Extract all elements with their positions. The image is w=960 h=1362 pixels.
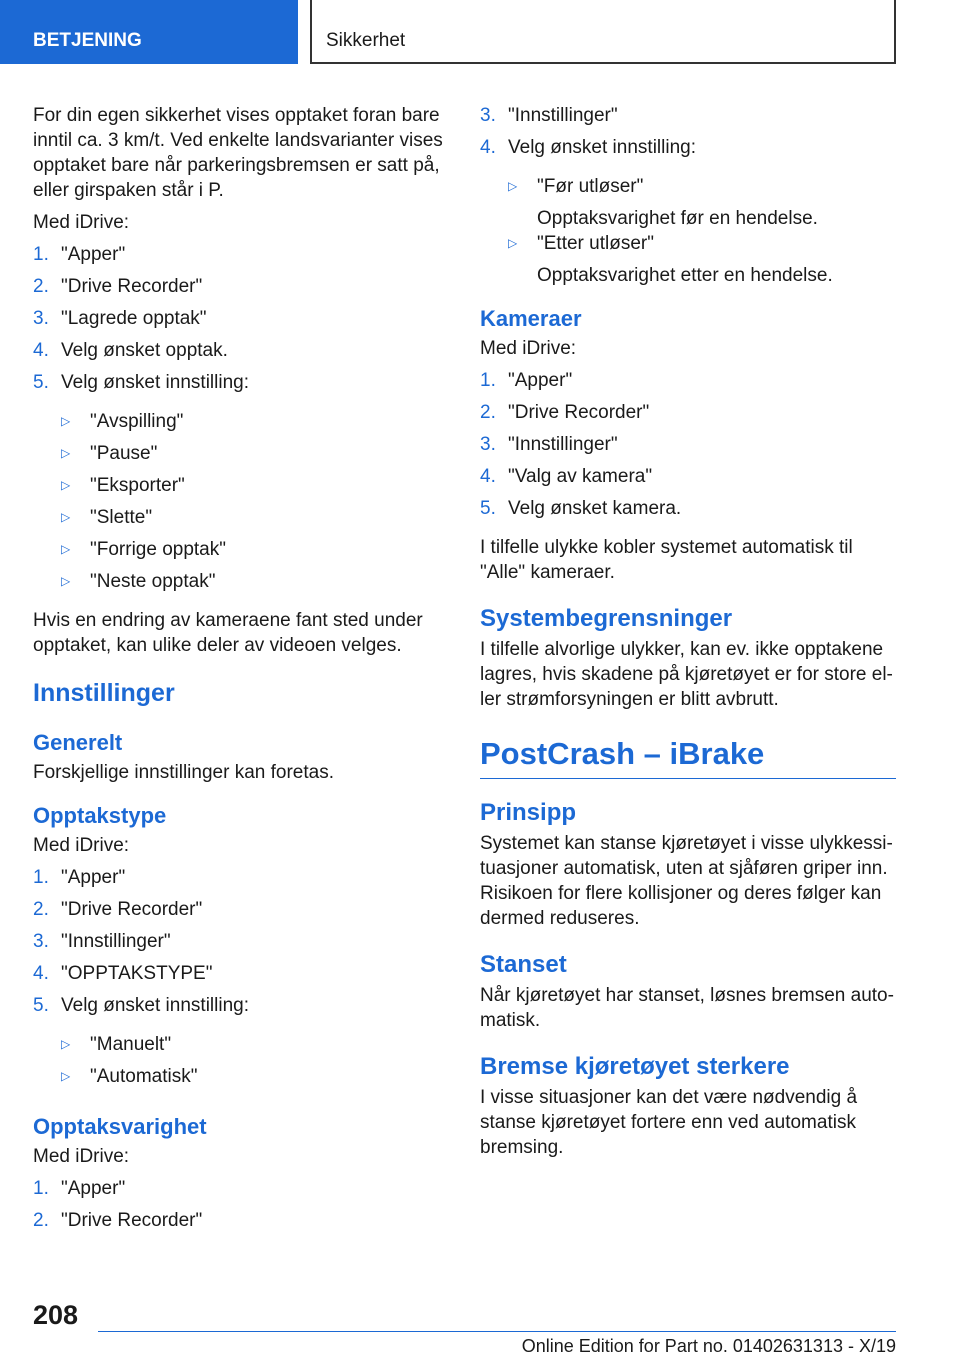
list-item <box>33 537 443 569</box>
step-text: Velg ønsket innstilling: <box>61 372 249 393</box>
step-number: 2. <box>33 276 49 297</box>
recording-type-steps <box>33 865 443 1025</box>
triangle-bullet-icon: ▷ <box>61 446 71 460</box>
idrive-label: Med iDrive: <box>33 835 130 856</box>
step-number: 3. <box>33 931 49 952</box>
section-label: Sikkerhet <box>326 30 406 51</box>
option-description: Opptaksvarighet etter en hendelse. <box>537 265 833 286</box>
idrive-label: Med iDrive: <box>480 338 577 359</box>
intro-text: For din egen sikkerhet vises opptaket foran bare inntil ca. 3 km/t. Ved enkelte landsvarianter vises opptaket bare når parkeringsbremsen er satt på, eller girspaken står i P. <box>33 105 443 201</box>
step-text: "Innstillinger" <box>61 931 171 952</box>
stopped-heading: Stanset <box>480 951 567 978</box>
triangle-bullet-icon: ▷ <box>61 414 71 428</box>
list-item <box>33 865 443 897</box>
step-number: 4. <box>480 466 496 487</box>
triangle-bullet-icon: ▷ <box>508 179 518 193</box>
step-text: "Drive Recorder" <box>508 402 650 423</box>
step-number: 1. <box>33 867 49 888</box>
list-item <box>33 409 443 441</box>
list-item <box>480 432 896 464</box>
step-text: "Apper" <box>61 867 126 888</box>
list-item <box>33 441 443 473</box>
idrive-label: Med iDrive: <box>33 212 130 233</box>
option-text: "Etter utløser" <box>537 233 654 254</box>
option-text: "Forrige opptak" <box>90 539 226 560</box>
option-text: "Pause" <box>90 443 158 464</box>
edition-footer: Online Edition for Part no. 01402631313 - X/19 <box>521 1336 896 1356</box>
camera-change-text: Hvis en endring av kameraene fant sted under opptaket, kan ulike deler av videoen velges. <box>33 610 423 656</box>
step-number: 2. <box>480 402 496 423</box>
triangle-bullet-icon: ▷ <box>61 574 71 588</box>
list-item <box>33 473 443 505</box>
page-number: 208 <box>33 1300 79 1330</box>
option-text: "Før utløser" <box>537 176 644 197</box>
brake-harder-heading: Bremse kjøretøyet sterkere <box>480 1053 790 1080</box>
triangle-bullet-icon: ▷ <box>61 478 71 492</box>
step-text: "Lagrede opptak" <box>61 308 207 329</box>
step-text: "Apper" <box>61 244 126 265</box>
chapter-tab[interactable] <box>0 0 298 64</box>
triangle-bullet-icon: ▷ <box>61 542 71 556</box>
list-item <box>33 993 443 1025</box>
recording-duration-options <box>480 174 896 288</box>
step-text: "Drive Recorder" <box>61 899 203 920</box>
footer-divider <box>98 1331 896 1332</box>
step-number: 4. <box>480 137 496 158</box>
step-number: 1. <box>480 370 496 391</box>
brake-harder-text: I visse situasjoner kan det være nødvendig å stanse kjøretøyet fortere enn ved automatisk bremsing. <box>480 1087 858 1158</box>
principle-heading: Prinsipp <box>480 799 577 826</box>
list-item <box>33 338 443 370</box>
recording-type-options <box>33 1032 443 1096</box>
list-item <box>480 103 896 135</box>
general-heading: Generelt <box>33 730 123 755</box>
cameras-heading: Kameraer <box>480 306 582 331</box>
step-number: 3. <box>480 105 496 126</box>
principle-text: Systemet kan stanse kjøretøyet i visse ulykkessi-tuasjoner automatisk, uten at sjåføren griper inn. Risikoen for flere kollisjoner og deres følger kan dermed reduseres. <box>480 833 893 929</box>
step-number: 1. <box>33 1178 49 1199</box>
option-text: "Eksporter" <box>90 475 185 496</box>
step-number: 3. <box>33 308 49 329</box>
recording-type-heading: Opptakstype <box>33 803 167 828</box>
step-number: 4. <box>33 963 49 984</box>
list-item <box>33 242 443 274</box>
system-limits-text: I tilfelle alvorlige ulykker, kan ev. ikke opptakene lagres, hvis skadene på kjøretøyet er for store el-ler strømforsyningen er blitt avbrutt. <box>480 639 893 710</box>
triangle-bullet-icon: ▷ <box>508 236 518 250</box>
list-item <box>33 961 443 993</box>
step-text: "Valg av kamera" <box>508 466 653 487</box>
option-text: "Manuelt" <box>90 1034 172 1055</box>
section-header <box>310 0 896 64</box>
step-text: "Drive Recorder" <box>61 276 203 297</box>
playback-options <box>33 409 443 601</box>
list-item <box>33 569 443 601</box>
recording-duration-steps-cont <box>480 103 896 167</box>
list-item <box>33 306 443 338</box>
chapter-label: BETJENING <box>33 30 142 51</box>
general-text: Forskjellige innstillinger kan foretas. <box>33 762 334 783</box>
system-limits-heading: Systembegrensninger <box>480 605 733 632</box>
step-number: 2. <box>33 1210 49 1231</box>
step-number: 4. <box>33 340 49 361</box>
list-item <box>33 897 443 929</box>
recording-duration-steps <box>33 1176 443 1240</box>
list-item <box>480 400 896 432</box>
option-text: "Slette" <box>90 507 153 528</box>
step-text: "OPPTAKSTYPE" <box>61 963 213 984</box>
list-item <box>33 1064 443 1096</box>
step-text: "Drive Recorder" <box>61 1210 203 1231</box>
list-item <box>480 174 896 231</box>
left-column <box>33 103 443 1247</box>
list-item <box>33 274 443 306</box>
list-item <box>33 370 443 402</box>
right-column <box>480 103 896 1167</box>
postcrash-heading: PostCrash – iBrake <box>480 736 896 779</box>
step-number: 3. <box>480 434 496 455</box>
step-number: 5. <box>480 498 496 519</box>
list-item <box>33 1208 443 1240</box>
step-text: Velg ønsket kamera. <box>508 498 682 519</box>
step-text: "Innstillinger" <box>508 434 618 455</box>
cameras-steps <box>480 368 896 528</box>
triangle-bullet-icon: ▷ <box>61 510 71 524</box>
step-number: 5. <box>33 372 49 393</box>
list-item <box>480 496 896 528</box>
list-item <box>480 231 896 288</box>
list-item <box>480 464 896 496</box>
step-text: Velg ønsket opptak. <box>61 340 228 361</box>
list-item <box>33 505 443 537</box>
step-number: 5. <box>33 995 49 1016</box>
step-text: "Innstillinger" <box>508 105 618 126</box>
list-item <box>480 135 896 167</box>
recording-duration-heading: Opptaksvarighet <box>33 1114 207 1139</box>
step-text: "Apper" <box>61 1178 126 1199</box>
step-text: Velg ønsket innstilling: <box>61 995 249 1016</box>
option-text: "Avspilling" <box>90 411 184 432</box>
option-text: "Automatisk" <box>90 1066 198 1087</box>
step-text: Velg ønsket innstilling: <box>508 137 696 158</box>
list-item <box>33 929 443 961</box>
stopped-text: Når kjøretøyet har stanset, løsnes bremsen auto-matisk. <box>480 985 894 1031</box>
triangle-bullet-icon: ▷ <box>61 1069 71 1083</box>
cameras-text: I tilfelle ulykke kobler systemet automatisk til "Alle" kameraer. <box>480 537 853 583</box>
playback-steps <box>33 242 443 402</box>
step-text: "Apper" <box>508 370 573 391</box>
list-item <box>33 1176 443 1208</box>
option-text: "Neste opptak" <box>90 571 216 592</box>
triangle-bullet-icon: ▷ <box>61 1037 71 1051</box>
idrive-label: Med iDrive: <box>33 1146 130 1167</box>
settings-heading: Innstillinger <box>33 679 175 707</box>
step-number: 2. <box>33 899 49 920</box>
option-description: Opptaksvarighet før en hendelse. <box>537 208 818 229</box>
list-item <box>33 1032 443 1064</box>
step-number: 1. <box>33 244 49 265</box>
list-item <box>480 368 896 400</box>
